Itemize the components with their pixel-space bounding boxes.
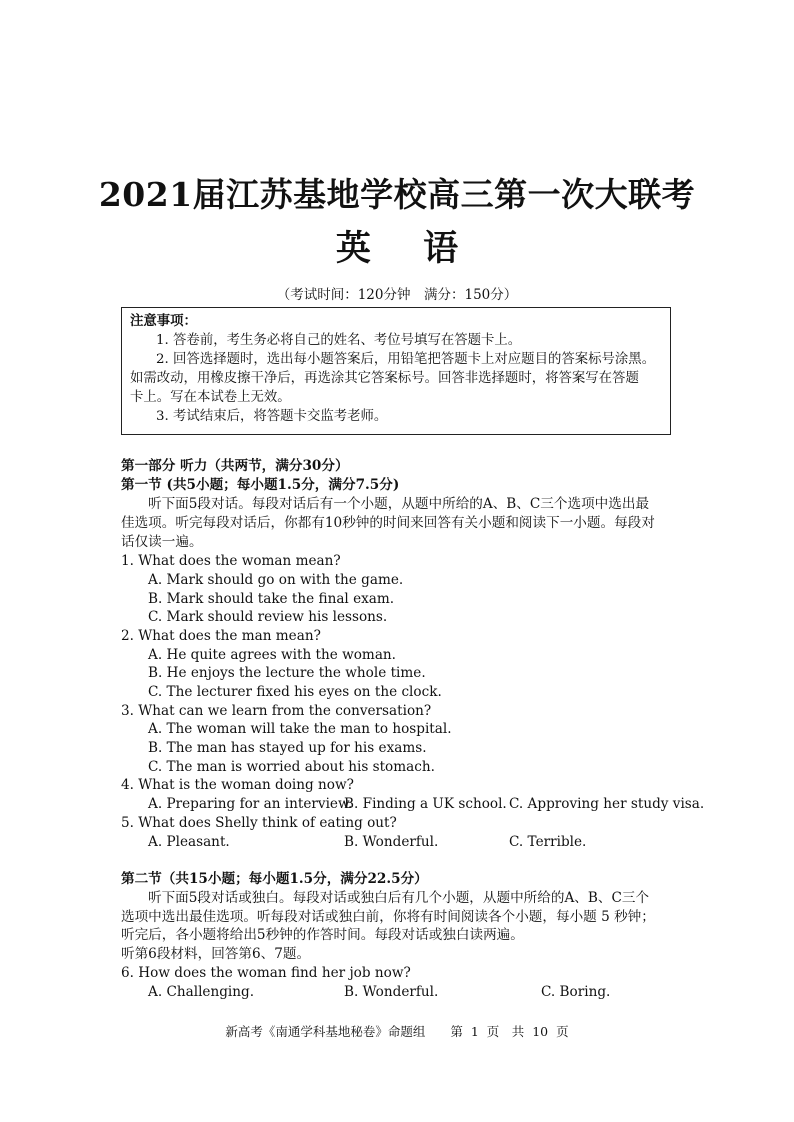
notice-box <box>121 307 671 435</box>
section1-instructions-1: 听下面5段对话。每段对话后有一个小题，从题中所给的A、B、C三个选项中选出最 <box>148 496 650 512</box>
notice-line-5: 3. 考试结束后，将答题卡交监考老师。 <box>156 409 388 424</box>
material-note: 听第6段材料，回答第6、7题。 <box>121 946 311 962</box>
q1-option-b: B. Mark should take the final exam. <box>148 591 395 607</box>
q4-option-b: B. Finding a UK school. <box>344 796 507 812</box>
q3-option-c: C. The man is worried about his stomach. <box>148 759 435 775</box>
question-4: 4. What is the woman doing now? <box>121 777 354 793</box>
question-6: 6. How does the woman find her job now? <box>121 965 411 981</box>
part1-title: 第一部分 听力（共两节，满分30分） <box>121 458 349 474</box>
q3-option-b: B. The man has stayed up for his exams. <box>148 740 427 756</box>
q2-option-b: B. He enjoys the lecture the whole time. <box>148 665 426 681</box>
q4-option-c: C. Approving her study visa. <box>509 796 705 812</box>
question-1: 1. What does the woman mean? <box>121 553 341 569</box>
section1-instructions-3: 话仅读一遍。 <box>121 534 203 550</box>
q6-option-a: A. Challenging. <box>148 984 255 1000</box>
notice-line-3: 如需改动，用橡皮擦干净后，再选涂其它答案标号。回答非选择题时，将答案写在答题 <box>130 371 639 386</box>
q5-option-b: B. Wonderful. <box>344 834 439 850</box>
q2-option-c: C. The lecturer fixed his eyes on the clock. <box>148 684 442 700</box>
q1-option-c: C. Mark should review his lessons. <box>148 609 388 625</box>
exam-title: 2021届江苏基地学校高三第一次大联考 <box>98 175 696 214</box>
section1-title: 第一节 (共5小题；每小题1.5分，满分7.5分) <box>121 477 400 493</box>
q2-option-a: A. He quite agrees with the woman. <box>148 647 396 663</box>
subject-title: 英 语 <box>335 228 459 269</box>
question-3: 3. What can we learn from the conversation? <box>121 703 432 719</box>
q4-option-a: A. Preparing for an interview. <box>148 796 353 812</box>
q3-option-a: A. The woman will take the man to hospital. <box>148 721 452 737</box>
notice-line-4: 卡上。写在本试卷上无效。 <box>130 390 291 405</box>
exam-info: （考试时间：120分钟 满分：150分） <box>276 287 518 303</box>
question-5: 5. What does Shelly think of eating out? <box>121 815 397 831</box>
q5-option-c: C. Terrible. <box>509 834 587 850</box>
notice-line-2: 2. 回答选择题时，选出每小题答案后，用铅笔把答题卡上对应题目的答案标号涂黑。 <box>156 352 656 367</box>
section2-instructions-2: 选项中选出最佳选项。听每段对话或独白前，你将有时间阅读各个小题，每小题 5 秒钟； <box>121 909 655 925</box>
section1-instructions-2: 佳选项。听完每段对话后，你都有10秒钟的时间来回答有关小题和阅读下一小题。每段对 <box>121 515 655 531</box>
notice-heading: 注意事项： <box>130 313 197 329</box>
q1-option-a: A. Mark should go on with the game. <box>148 572 404 588</box>
page-footer: 新高考《南通学科基地秘卷》命题组 第 1 页 共 10 页 <box>225 1024 569 1039</box>
section2-instructions-3: 听完后，各小题将给出5秒钟的作答时间。每段对话或独白读两遍。 <box>121 927 524 943</box>
question-2: 2. What does the man mean? <box>121 628 321 644</box>
section2-instructions-1: 听下面5段对话或独白。每段对话或独白后有几个小题，从题中所给的A、B、C三个 <box>148 890 650 906</box>
notice-line-1: 1. 答卷前，考生务必将自己的姓名、考位号填写在答题卡上。 <box>156 333 522 348</box>
q6-option-c: C. Boring. <box>541 984 611 1000</box>
section2-title: 第二节（共15小题；每小题1.5分，满分22.5分） <box>121 871 428 887</box>
q6-option-b: B. Wonderful. <box>344 984 439 1000</box>
q5-option-a: A. Pleasant. <box>148 834 230 850</box>
